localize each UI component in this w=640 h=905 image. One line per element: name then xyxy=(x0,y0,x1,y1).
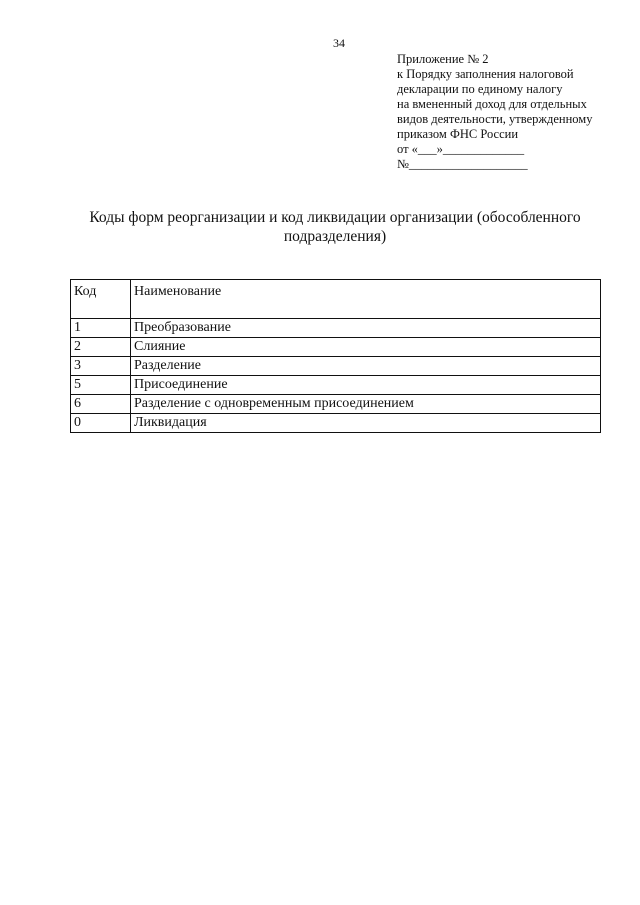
row-name: Разделение с одновременным присоединением xyxy=(131,395,601,414)
header-name: Наименование xyxy=(131,280,601,319)
table-row xyxy=(71,395,601,414)
appendix-note xyxy=(397,52,627,172)
table-row xyxy=(71,319,601,338)
header-code: Код xyxy=(71,280,131,319)
codes-table xyxy=(70,279,601,433)
row-code: 2 xyxy=(71,338,131,357)
row-name: Слияние xyxy=(131,338,601,357)
appendix-number-line: №___________________ xyxy=(397,157,528,171)
row-code: 6 xyxy=(71,395,131,414)
row-name: Разделение xyxy=(131,357,601,376)
row-name: Присоединение xyxy=(131,376,601,395)
title-line: Коды форм реорганизации и код ликвидации организации (обособленного xyxy=(89,209,581,226)
appendix-line: декларации по единому налогу xyxy=(397,82,563,96)
title-line: подразделения) xyxy=(283,228,387,245)
row-code: 3 xyxy=(71,357,131,376)
table-row xyxy=(71,414,601,433)
table-row xyxy=(71,376,601,395)
table-header-row xyxy=(71,280,601,319)
document-title xyxy=(70,208,600,246)
row-code: 0 xyxy=(71,414,131,433)
row-code: 1 xyxy=(71,319,131,338)
appendix-line: приказом ФНС России xyxy=(397,127,519,141)
row-name: Преобразование xyxy=(131,319,601,338)
row-name: Ликвидация xyxy=(131,414,601,433)
appendix-line: к Порядку заполнения налоговой xyxy=(397,67,574,81)
appendix-line: на вмененный доход для отдельных xyxy=(397,97,587,111)
appendix-date-line: от «___»_____________ xyxy=(397,142,525,156)
appendix-line: Приложение № 2 xyxy=(397,52,489,66)
table-row xyxy=(71,338,601,357)
appendix-line: видов деятельности, утвержденному xyxy=(397,112,593,126)
row-code: 5 xyxy=(71,376,131,395)
page-number: 34 xyxy=(333,36,345,50)
table-row xyxy=(71,357,601,376)
